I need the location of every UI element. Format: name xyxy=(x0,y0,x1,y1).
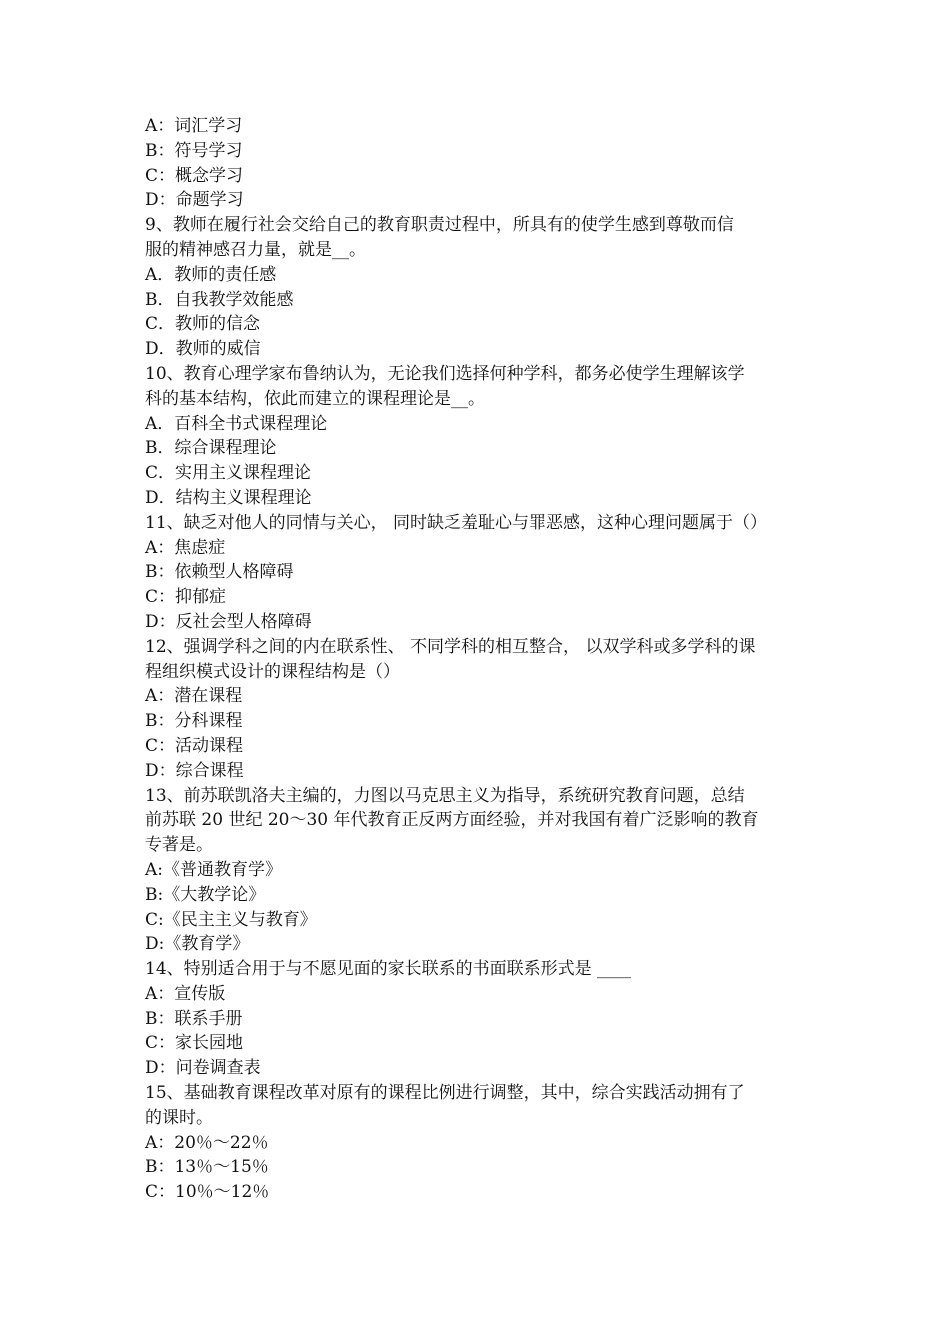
option: C：家长园地 xyxy=(145,1033,244,1054)
option: D：综合课程 xyxy=(145,760,244,781)
option: C．教师的信念 xyxy=(145,314,261,335)
option: B:《大教学论》 xyxy=(145,884,266,905)
question-stem: 15、基础教育课程改革对原有的课程比例进行调整，其中，综合实践活动拥有了 xyxy=(145,1083,745,1104)
option: D．结构主义课程理论 xyxy=(145,487,312,508)
option: C．实用主义课程理论 xyxy=(145,463,312,484)
option: A：宣传版 xyxy=(145,983,226,1004)
option: B：联系手册 xyxy=(145,1008,243,1029)
option: B．自我教学效能感 xyxy=(145,289,294,310)
question-stem: 11、缺乏对他人的同情与关心， 同时缺乏羞耻心与罪恶感，这种心理问题属于（） xyxy=(145,512,768,533)
question-stem: 10、教育心理学家布鲁纳认为，无论我们选择何种学科，都务必使学生理解该学 xyxy=(145,363,745,384)
question-10 xyxy=(145,362,810,511)
option: D．教师的威信 xyxy=(145,339,261,360)
option: A：潜在课程 xyxy=(145,686,243,707)
option: C：10％～12％ xyxy=(145,1182,270,1203)
option: A．百科全书式课程理论 xyxy=(145,413,328,434)
question-stem: 9、教师在履行社会交给自己的教育职责过程中，所具有的使学生感到尊敬而信 xyxy=(145,215,734,236)
question-stem: 14、特别适合用于与不愿见面的家长联系的书面联系形式是 ____ xyxy=(145,959,632,980)
option: C：抑郁症 xyxy=(145,587,227,608)
question-stem: 前苏联 20 世纪 20～30 年代教育正反两方面经验，并对我国有着广泛影响的教育 xyxy=(145,810,759,831)
question-9 xyxy=(145,213,810,362)
option: A：焦虑症 xyxy=(145,537,226,558)
option: A:《普通教育学》 xyxy=(145,859,283,880)
option: B：依赖型人格障碍 xyxy=(145,562,294,583)
question-stem: 专著是。 xyxy=(145,835,213,856)
question-12 xyxy=(145,635,810,784)
question-13 xyxy=(145,784,810,958)
option: B：分科课程 xyxy=(145,711,243,732)
question-stem: 13、前苏联凯洛夫主编的，力图以马克思主义为指导，系统研究教育问题，总结 xyxy=(145,785,745,806)
question-14 xyxy=(145,957,810,1081)
question-stem: 程组织模式设计的课程结构是（） xyxy=(145,661,400,682)
option: C：概念学习 xyxy=(145,165,244,186)
option: B：符号学习 xyxy=(145,140,243,161)
option: D：反社会型人格障碍 xyxy=(145,611,312,632)
option: A．教师的责任感 xyxy=(145,264,277,285)
option: B．综合课程理论 xyxy=(145,438,277,459)
option: D:《教育学》 xyxy=(145,934,250,955)
question-stem: 服的精神感召力量，就是__。 xyxy=(145,239,366,260)
option: A：词汇学习 xyxy=(145,116,243,136)
option: C:《民主主义与教育》 xyxy=(145,909,317,930)
question-stem: 科的基本结构，依此而建立的课程理论是__。 xyxy=(145,388,485,409)
question-stem: 的课时。 xyxy=(145,1107,213,1128)
question-11 xyxy=(145,511,810,635)
lead-options xyxy=(145,114,810,213)
option: D：命题学习 xyxy=(145,190,244,211)
option: C：活动课程 xyxy=(145,735,244,756)
option: A：20％～22％ xyxy=(145,1132,269,1153)
question-15 xyxy=(145,1081,810,1205)
option: B：13％～15％ xyxy=(145,1157,269,1178)
exam-page xyxy=(145,114,810,1205)
option: D：问卷调查表 xyxy=(145,1058,261,1079)
question-stem: 12、强调学科之间的内在联系性、 不同学科的相互整合， 以双学科或多学科的课 xyxy=(145,636,756,657)
